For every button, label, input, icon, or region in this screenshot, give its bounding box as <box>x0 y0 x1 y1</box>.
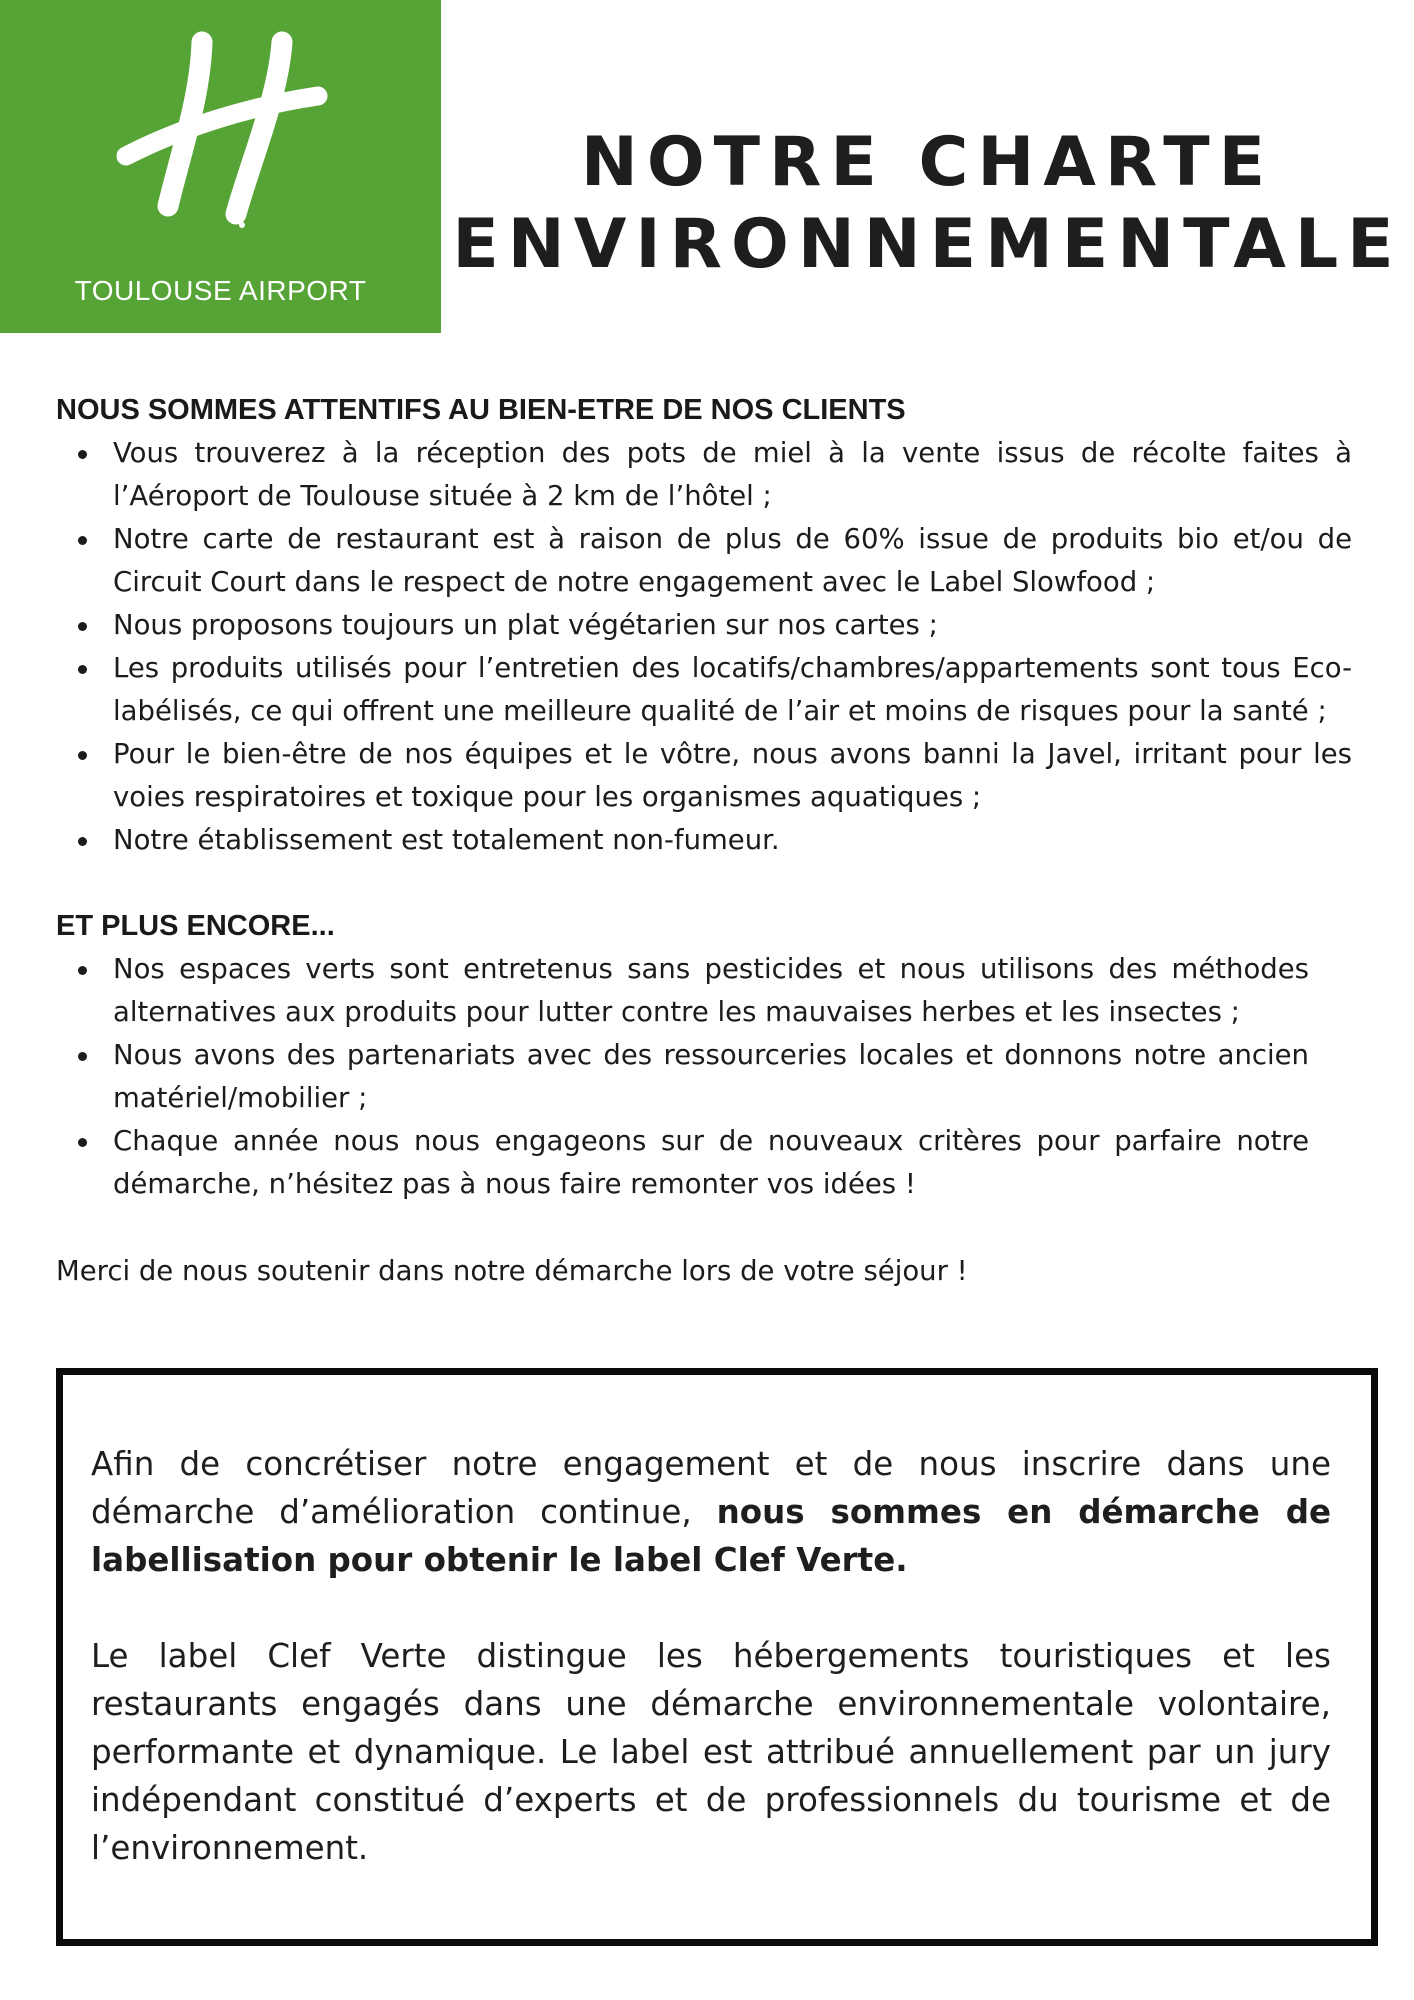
charter-content <box>56 392 1352 1293</box>
section-wellbeing <box>56 392 1352 862</box>
label-intro-text: Afin de concrétiser notre engagement et de nous inscrire dans une démarche d’amélioration continue, <box>91 1445 1331 1531</box>
list-item: Nous proposons toujours un plat végétarien sur nos cartes ; <box>56 604 1352 647</box>
list-item: Notre carte de restaurant est à raison de plus de 60% issue de produits bio et/ou de Circuit Court dans le respect de notre engagement avec le Label Slowfood ; <box>56 518 1352 604</box>
bullet-list <box>56 432 1352 862</box>
page-title <box>441 122 1414 286</box>
list-item: Les produits utilisés pour l’entretien des locatifs/chambres/appartements sont tous Eco-labélisés, ce qui offrent une meilleure qualité de l’air et moins de risques pour la santé ; <box>56 647 1352 733</box>
section-heading: NOUS SOMMES ATTENTIFS AU BIEN-ETRE DE NOS CLIENTS <box>56 394 906 426</box>
section-more <box>56 908 1309 1206</box>
list-item: Notre établissement est totalement non-fumeur. <box>56 819 1352 862</box>
list-item: Pour le bien-être de nos équipes et le vôtre, nous avons banni la Javel, irritant pour les voies respiratoires et toxique pour les organismes aquatiques ; <box>56 733 1352 819</box>
title-line-1: NOTRE CHARTE <box>580 123 1275 202</box>
thanks-text: Merci de nous soutenir dans notre démarche lors de votre séjour ! <box>56 1255 968 1287</box>
label-highlight-text: nous sommes en démarche de labellisation pour obtenir le label Clef Verte. <box>91 1493 1332 1579</box>
holiday-inn-h-icon <box>110 28 340 228</box>
list-item: Nos espaces verts sont entretenus sans pesticides et nous utilisons des méthodes alternatives aux produits pour lutter contre les mauvaises herbes et les insectes ; <box>56 948 1309 1034</box>
logo-text: TOULOUSE AIRPORT <box>74 275 367 306</box>
label-paragraph-2: Le label Clef Verte distingue les hébergements touristiques et les restaurants engagés dans une démarche environnementale volontaire, performante et dynamique. Le label est attribué annuellement par un jury indépendant constitué d’experts et de professionnels du tourisme et de l’environnement. <box>91 1637 1331 1867</box>
section-heading: ET PLUS ENCORE... <box>56 910 335 942</box>
title-line-2: ENVIRONNEMENTALE <box>452 205 1403 284</box>
list-item: Vous trouverez à la réception des pots de miel à la vente issus de récolte faites à l’Aéroport de Toulouse située à 2 km de l’hôtel ; <box>56 432 1352 518</box>
list-item: Chaque année nous nous engageons sur de nouveaux critères pour parfaire notre démarche, n’hésitez pas à nous faire remonter vos idées ! <box>56 1120 1309 1206</box>
clef-verte-text <box>91 1440 1331 1872</box>
label-paragraph-1 <box>91 1440 1331 1584</box>
bullet-list <box>56 948 1309 1206</box>
list-item: Nous avons des partenariats avec des ressourceries locales et donnons notre ancien matériel/mobilier ; <box>56 1034 1309 1120</box>
logo <box>0 0 441 333</box>
clef-verte-box <box>56 1368 1378 1946</box>
